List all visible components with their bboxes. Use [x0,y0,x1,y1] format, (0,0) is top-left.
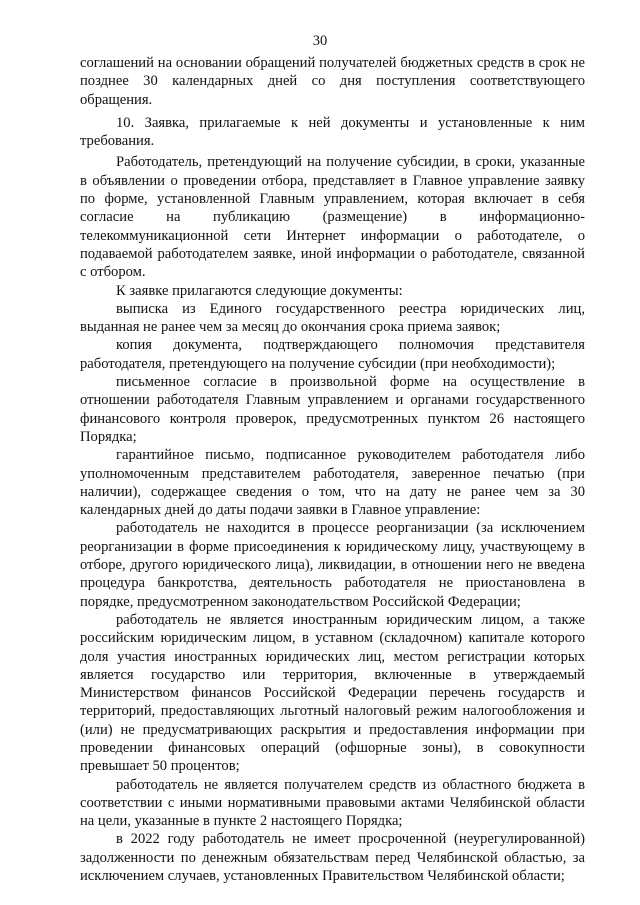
condition-no-reorganization: работодатель не находится в процессе реорганизации (за исключением реорганизации в форме присоединения к юридическому лицу, участвующему в отборе, другого юридического лица), ликвидации, в отношении него не введена процедура банкротства, деятельность работодателя не приостановлена в порядке, предусмотренном законодательством Российской Федерации; [80,520,585,610]
condition-no-overdue-debt: в 2022 году работодатель не имеет просроченной (неурегулированной) задолженности по денежным обязательствам перед Челябинской областью, за исключением случаев, установленных Правительством Челябинской области; [80,831,585,885]
paragraph-documents-intro: К заявке прилагаются следующие документы: [116,282,403,299]
document-body [80,54,585,885]
section-heading-10: 10. Заявка, прилагаемые к ней документы и установленные к ним требования. [80,114,585,150]
list-item-authority-copy: копия документа, подтверждающего полномочия представителя работодателя, претендующего на получение субсидии (при необходимости); [80,337,585,372]
condition-not-budget-recipient: работодатель не является получателем средств из областного бюджета в соответствии с иными нормативными правовыми актами Челябинской области на цели, указанные в пункте 2 настоящего Порядка; [80,776,585,830]
list-item-registry-extract: выписка из Единого государственного реестра юридических лиц, выданная не ранее чем за месяц до окончания срока приема заявок; [80,300,585,336]
list-item-written-consent: письменное согласие в произвольной форме на осуществление в отношении работодателя Главным управлением и органами государственного финансового контроля проверок, предусмотренных пунктом 26 настоящего Порядка; [80,374,585,445]
condition-not-foreign-entity: работодатель не является иностранным юридическим лицом, а также российским юридическим лицом, в уставном (складочном) капитале которого доля участия иностранных юридических лиц, местом регистрации которых является государство или территория, включенные в утверждаемый Министерством финансов Российской Федерации перечень государств и территорий, предоставляющих льготный налоговый режим налогообложения и (или) не предусматривающих раскрытия и предоставления информации при проведении финансовых операций (офшорные зоны), в совокупности превышает 50 процентов; [80,611,585,775]
list-item-guarantee-letter: гарантийное письмо, подписанное руководителем работодателя либо уполномоченным представителем работодателя, заверенное печатью (при наличии), содержащее сведения о том, что на дату не ранее чем за 30 календарных дней до даты подачи заявки в Главное управление: [80,447,585,519]
paragraph-continuation: соглашений на основании обращений получателей бюджетных средств в срок не позднее 30 календарных дней со дня поступления соответствующего обращения. [80,55,585,108]
paragraph-application: Работодатель, претендующий на получение субсидии, в сроки, указанные в объявлении о проведении отбора, представляет в Главное управление заявку по форме, установленной Главным управлением, которая включает в себя согласие на публикацию (размещение) в информационно-телекоммуникационной сети Интернет информации о работодателе, о подаваемой работодателем заявке, иной информации о работодателе, связанной с отбором. [80,154,585,281]
page-number: 30 [312,33,328,49]
